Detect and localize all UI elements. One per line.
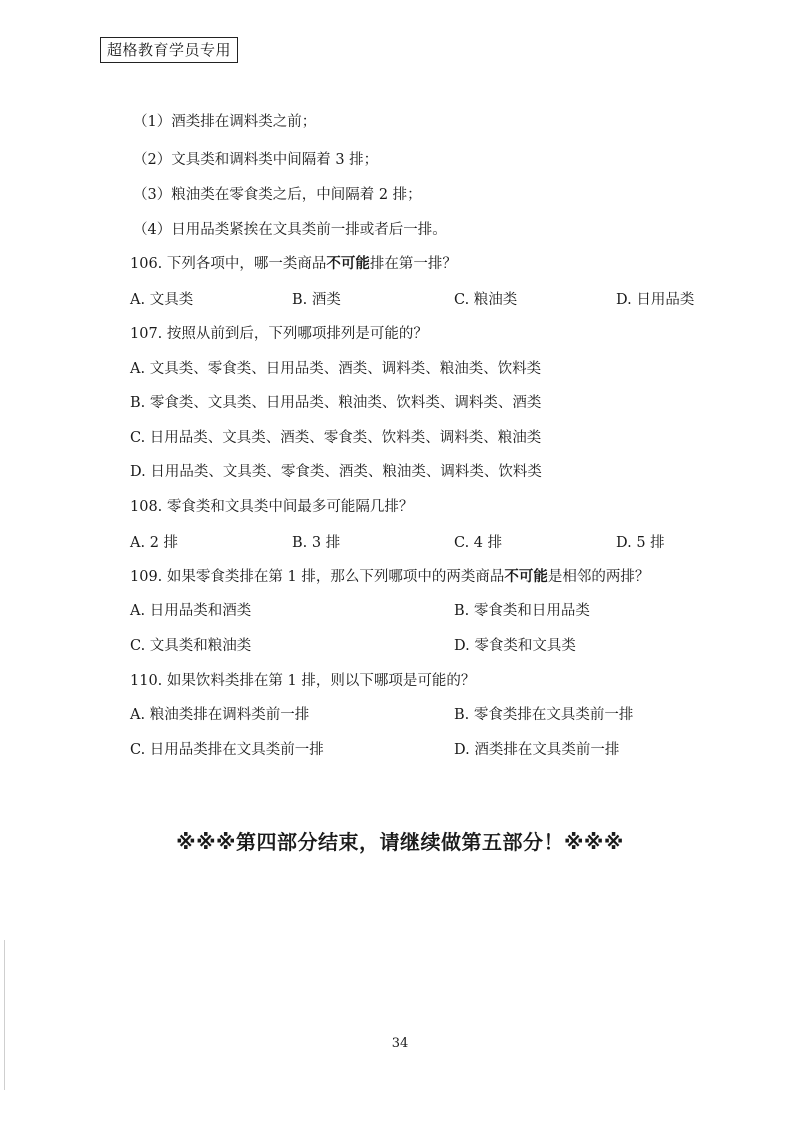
section-end-notice: ※※※第四部分结束，请继续做第五部分！※※※ (176, 830, 624, 854)
question-109-option-a[interactable]: A. 日用品类和酒类 (130, 603, 252, 619)
condition-1: （1）酒类排在调料类之前； (133, 114, 317, 130)
question-109-option-c[interactable]: C. 文具类和粮油类 (130, 638, 252, 654)
question-108-option-d[interactable]: D. 5 排 (616, 535, 665, 551)
scan-edge-divider (4, 940, 5, 1090)
question-107-option-c[interactable]: C. 日用品类、文具类、酒类、零食类、饮料类、调料类、粮油类 (130, 430, 542, 446)
question-110-option-d[interactable]: D. 酒类排在文具类前一排 (454, 742, 620, 758)
question-106-option-d[interactable]: D. 日用品类 (616, 292, 695, 308)
question-110-option-b[interactable]: B. 零食类排在文具类前一排 (454, 707, 634, 723)
question-109-stem-pre: 109. 如果零食类排在第 1 排，那么下列哪项中的两类商品 (130, 569, 505, 585)
question-106-stem-post: 排在第一排？ (369, 256, 457, 272)
question-109-stem (130, 567, 649, 587)
question-107-stem: 107. 按照从前到后，下列哪项排列是可能的？ (130, 326, 428, 342)
question-109-option-b[interactable]: B. 零食类和日用品类 (454, 603, 590, 619)
question-109-option-d[interactable]: D. 零食类和文具类 (454, 638, 576, 654)
question-109-stem-post: 是相邻的两排？ (547, 569, 650, 585)
condition-4: （4）日用品类紧挨在文具类前一排或者后一排。 (133, 222, 447, 238)
header-label: 超格教育学员专用 (100, 37, 238, 63)
question-106-option-c[interactable]: C. 粮油类 (454, 292, 518, 308)
question-109-stem-emphasis: 不可能 (504, 568, 548, 585)
condition-3: （3）粮油类在零食类之后，中间隔着 2 排； (133, 187, 422, 203)
question-107-option-a[interactable]: A. 文具类、零食类、日用品类、酒类、调料类、粮油类、饮料类 (130, 361, 542, 377)
question-106-stem-emphasis: 不可能 (326, 255, 370, 272)
condition-2: （2）文具类和调料类中间隔着 3 排； (133, 152, 379, 168)
question-106-stem-pre: 106. 下列各项中，哪一类商品 (130, 256, 327, 272)
question-110-stem: 110. 如果饮料类排在第 1 排，则以下哪项是可能的？ (130, 673, 476, 689)
question-107-option-b[interactable]: B. 零食类、文具类、日用品类、粮油类、饮料类、调料类、酒类 (130, 395, 542, 411)
question-106-option-b[interactable]: B. 酒类 (292, 292, 341, 308)
question-108-option-b[interactable]: B. 3 排 (292, 535, 341, 551)
question-106-option-a[interactable]: A. 文具类 (130, 292, 194, 308)
question-108-stem: 108. 零食类和文具类中间最多可能隔几排？ (130, 499, 414, 515)
question-110-option-c[interactable]: C. 日用品类排在文具类前一排 (130, 742, 324, 758)
question-110-option-a[interactable]: A. 粮油类排在调料类前一排 (130, 707, 310, 723)
question-108-option-a[interactable]: A. 2 排 (130, 535, 179, 551)
question-106-stem (130, 254, 457, 274)
page-number: 34 (391, 1036, 409, 1051)
question-108-option-c[interactable]: C. 4 排 (454, 535, 503, 551)
question-107-option-d[interactable]: D. 日用品类、文具类、零食类、酒类、粮油类、调料类、饮料类 (130, 464, 542, 480)
